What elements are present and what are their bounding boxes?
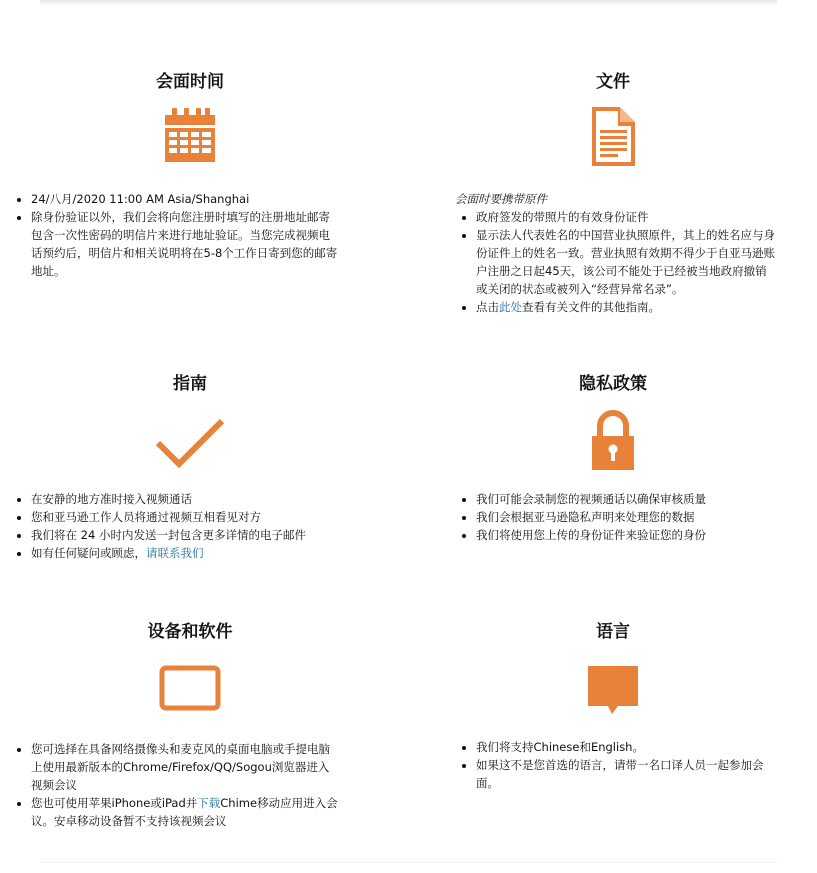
section-content <box>10 490 340 562</box>
tablet-icon <box>155 654 225 724</box>
link-prefix: 如有任何疑问或顾虑， <box>31 546 146 560</box>
documents-intro: 会面时要携带原件 <box>455 192 547 206</box>
list-item: • 我们将使用您上传的身份证件来验证您的身份 <box>476 526 775 544</box>
list-item: • 在安静的地方准时接入视频通话 <box>31 490 340 508</box>
link-prefix: 点击 <box>476 300 499 314</box>
section-content <box>10 740 340 830</box>
section-privacy <box>433 372 793 572</box>
list-item: • 如果这不是您首选的语言，请带一名口译人员一起参加会面。 <box>476 756 775 792</box>
list-item: • 我们可能会录制您的视频通话以确保审核质量 <box>476 490 775 508</box>
link-suffix: 查看有关文件的其他指南。 <box>522 300 660 314</box>
section-content <box>455 490 775 544</box>
section-language <box>433 620 793 820</box>
list-item <box>31 544 340 562</box>
list-item <box>476 298 775 316</box>
list-item: • 我们将在 24 小时内发送一封包含更多详情的电子邮件 <box>31 526 340 544</box>
section-meeting-time <box>10 70 370 290</box>
section-devices <box>10 620 370 840</box>
list-item: • 您可选择在具备网络摄像头和麦克风的桌面电脑或手提电脑上使用最新版本的Chrome/Firefox/QQ/Sogou浏览器进入视频会议 <box>31 740 340 794</box>
section-title: 指南 <box>173 374 207 394</box>
list-item <box>31 794 340 830</box>
section-title: 隐私政策 <box>579 374 647 394</box>
list-item: • 政府签发的带照片的有效身份证件 <box>476 208 775 226</box>
download-chime-link[interactable]: 下载 <box>197 796 221 810</box>
calendar-icon <box>155 102 225 172</box>
section-content <box>455 738 775 792</box>
contact-us-link[interactable]: 请联系我们 <box>146 546 204 560</box>
footer-divider <box>40 862 777 863</box>
document-icon <box>578 102 648 172</box>
section-title: 设备和软件 <box>147 622 233 642</box>
list-item: • 您和亚马逊工作人员将通过视频互相看见对方 <box>31 508 340 526</box>
checkmark-icon <box>155 408 225 478</box>
documents-guide-link[interactable]: 此处 <box>499 300 522 314</box>
section-documents <box>433 70 793 340</box>
section-title: 文件 <box>596 72 630 92</box>
section-title: 语言 <box>596 622 630 642</box>
list-item: • 我们会根据亚马逊隐私声明来处理您的数据 <box>476 508 775 526</box>
link-suffix: Chime移动应用进入会议。安卓移动设备暂不支持该视频会议 <box>31 796 338 828</box>
section-title: 会面时间 <box>156 72 224 92</box>
list-item: • 24/八月/2020 11:00 AM Asia/Shanghai <box>31 190 340 208</box>
list-item: • 除身份验证以外，我们会将向您注册时填写的注册地址邮寄包含一次性密码的明信片来进行地址验证。当您完成视频电话预约后，明信片和相关说明将在5-8个工作日寄到您的邮寄地址。 <box>31 208 340 280</box>
section-content <box>10 190 340 280</box>
list-item: • 我们将支持Chinese和English。 <box>476 738 775 756</box>
section-guide <box>10 372 370 592</box>
speech-bubble-icon <box>578 654 648 724</box>
section-content <box>455 190 775 316</box>
lock-icon <box>578 406 648 476</box>
link-prefix: 您也可使用苹果iPhone或iPad并 <box>31 796 198 810</box>
header-shadow <box>40 0 777 6</box>
list-item: • 显示法人代表姓名的中国营业执照原件，其上的姓名应与身份证件上的姓名一致。营业执照有效期不得少于自亚马逊账户注册之日起45天，该公司不能处于已经被当地政府撤销或关闭的状态或被列入“经营异常名录”。 <box>476 226 775 298</box>
